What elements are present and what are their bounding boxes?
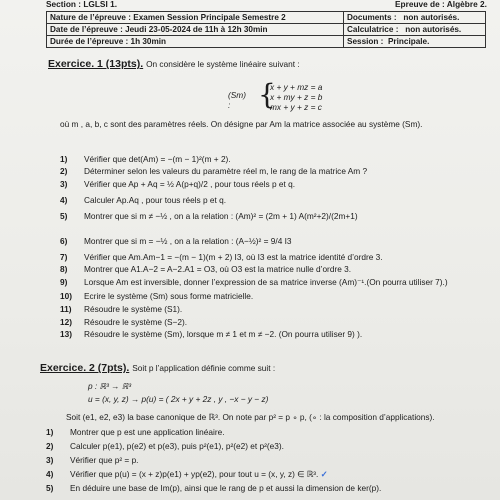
header-row [47,12,486,24]
question-13: 13) Résoudre le système (Sm), lorsque m ≠ 1 et m ≠ −2. (On pourra utiliser 9) ). [60,329,363,339]
ex2-question-2: 2) Calculer p(e1), p(e2) et p(e3), puis p²(e1), p²(e2) et p²(e3). [46,441,284,451]
question-6: 6) Montrer que si m = −½ , on a la relation : (A−½)² = 9/4 I3 [60,236,292,246]
ex2-question-1: 1) Montrer que p est une application linéaire. [46,427,225,437]
question-9: 9) Lorsque Am est inversible, donner l’expression de sa matrice inverse (Am)⁻¹.(On pourra utiliser 7).) [60,277,448,287]
question-2: 2) Déterminer selon les valeurs du paramètre réel m, le rang de la matrice Am ? [60,166,368,176]
question-1: 1) Vérifier que det(Am) = −(m − 1)²(m + 2). [60,154,231,164]
system-brace: { [258,78,276,111]
question-4: 4) Calculer Ap.Aq , pour tous réels p et q. [60,195,227,205]
header-cell-documents: Documents : non autorisés. [344,12,486,24]
question-8: 8) Montrer que A1.A−2 = A−2.A1 = O3, où O3 est la matrice nulle d’ordre 3. [60,264,352,274]
header-row [47,24,486,36]
check-mark-icon: ✓ [320,469,328,479]
ex2-question-5: 5) En déduire une base de Im(p), ainsi que le rang de p et aussi la dimension de ker(p). [46,483,382,493]
basis-text: Soit (e1, e2, e3) la base canonique de ℝ³. On note par p² = p ∘ p, (∘ : la composition d’applications). [66,412,435,422]
parameters-text: où m , a, b, c sont des paramètres réels. On désigne par Am la matrice associée au système (Sm). [60,119,423,129]
exercise2-intro: Soit p l’application définie comme suit : [132,363,276,373]
exercise1-title: Exercice. 1 (13pts). [48,58,144,70]
question-11: 11) Résoudre le système (S1). [60,304,183,314]
ex2-question-3: 3) Vérifier que p² = p. [46,455,139,465]
question-5: 5) Montrer que si m ≠ −½ , on a la relation : (Am)² = (2m + 1) A(m²+2)/(2m+1) [60,211,358,221]
exercise1-heading [48,58,300,70]
equation-1: x + y + mz = a [270,82,323,92]
equation-2: x + my + z = b [270,92,323,102]
map-definition-line: u = (x, y, z) → p(u) = ( 2x + y + 2z , y , −x − y − z) [88,394,269,404]
header-cell-duree: Durée de l’épreuve : 1h 30min [47,36,344,48]
question-7: 7) Vérifier que Am.Am−1 = −(m − 1)(m + 2) I3, où I3 est la matrice identité d’ordre 3. [60,252,383,262]
epreuve-label: Epreuve de : Algèbre 2. [395,0,487,9]
exercise1-intro: On considère le système linéaire suivant : [146,59,300,69]
exam-header-table [46,11,486,48]
header-cell-calculatrice: Calculatrice : non autorisés. [344,24,486,36]
map-domain-line: p : ℝ³ → ℝ³ [88,381,132,391]
header-cell-session: Session : Principale. [344,36,486,48]
exercise2-heading [40,362,275,374]
system-label: (Sm) : [228,90,246,110]
question-12: 12) Résoudre le système (S−2). [60,317,188,327]
header-cell-nature: Nature de l’épreuve : Examen Session Principale Semestre 2 [47,12,344,24]
ex2-question-4: 4) Vérifier que p(u) = (x + z)p(e1) + yp(e2), pour tout u = (x, y, z) ∈ ℝ³. ✓ [46,469,328,479]
section-label: Section : LGLSI 1. [46,0,117,9]
header-row [47,36,486,48]
question-3: 3) Vérifier que Ap + Aq = ½ A(p+q)/2 , pour tous réels p et q. [60,179,296,189]
equation-3: mx + y + z = c [270,102,322,112]
exercise2-title: Exercice. 2 (7pts). [40,362,130,374]
header-cell-date: Date de l’épreuve : Jeudi 23-05-2024 de 11h à 12h 30min [47,24,344,36]
question-10: 10) Ecrire le système (Sm) sous forme matricielle. [60,291,254,301]
